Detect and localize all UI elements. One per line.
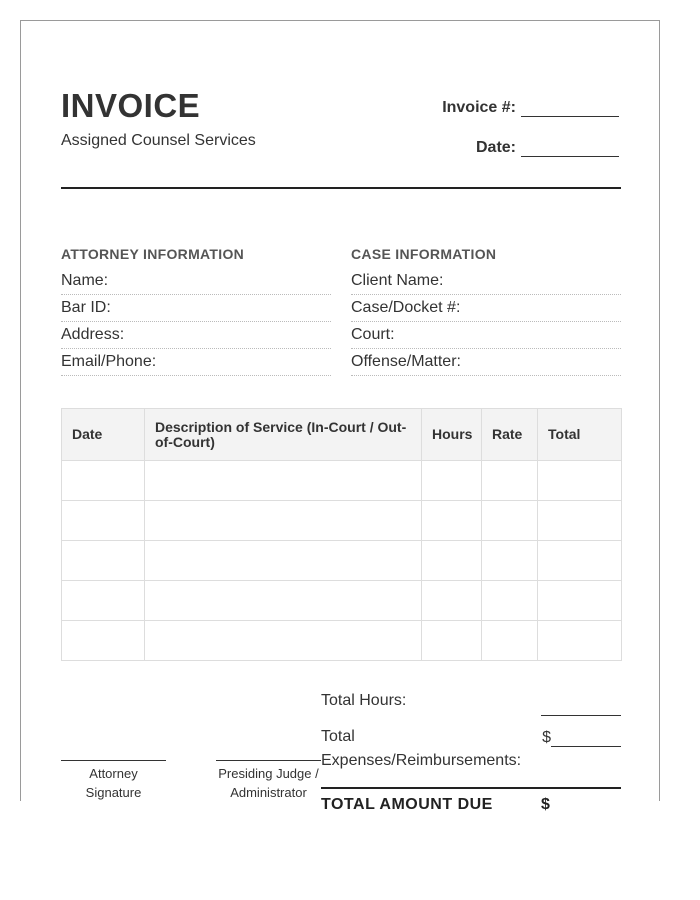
description-cell[interactable]	[145, 621, 422, 661]
rate-cell[interactable]	[482, 461, 538, 501]
invoice-number-blank[interactable]	[521, 101, 619, 117]
total-cell[interactable]	[538, 461, 622, 501]
total-due-currency-symbol: $	[541, 796, 551, 813]
column-header-rate: Rate	[482, 409, 538, 461]
total-cell[interactable]	[538, 581, 622, 621]
column-header-total: Total	[538, 409, 622, 461]
total-hours-label: Total Hours:	[321, 692, 407, 709]
total-cell[interactable]	[538, 501, 622, 541]
table-row	[62, 461, 622, 501]
hours-cell[interactable]	[422, 621, 482, 661]
rate-cell[interactable]	[482, 581, 538, 621]
invoice-date-field	[476, 139, 619, 157]
attorney-bar-id-field[interactable]: Bar ID:	[61, 295, 331, 322]
hours-cell[interactable]	[422, 541, 482, 581]
total-amount-due-label: TOTAL AMOUNT DUE	[321, 796, 493, 813]
invoice-date-label: Date:	[475, 139, 516, 156]
judge-signature-label: Presiding Judge / Administrator	[218, 766, 319, 800]
header-divider	[61, 187, 621, 189]
currency-symbol: $	[542, 729, 551, 746]
invoice-number-label: Invoice #:	[442, 99, 516, 116]
table-header-row	[62, 409, 622, 461]
offense-matter-field[interactable]: Offense/Matter:	[351, 349, 621, 376]
attorney-information-heading: ATTORNEY INFORMATION	[61, 246, 245, 262]
total-expenses-field	[542, 725, 621, 747]
total-expenses-row	[321, 725, 621, 773]
description-cell[interactable]	[145, 461, 422, 501]
date-cell[interactable]	[62, 541, 145, 581]
judge-signature-block	[216, 760, 321, 802]
column-header-date: Date	[62, 409, 145, 461]
attorney-address-field[interactable]: Address:	[61, 322, 331, 349]
invoice-subtitle: Assigned Counsel Services	[61, 132, 256, 149]
client-name-field[interactable]: Client Name:	[351, 268, 621, 295]
services-table	[61, 408, 622, 661]
total-hours-blank[interactable]	[541, 698, 621, 716]
attorney-email-phone-field[interactable]: Email/Phone:	[61, 349, 331, 376]
total-cell[interactable]	[538, 621, 622, 661]
total-cell[interactable]	[538, 541, 622, 581]
column-header-description: Description of Service (In-Court / Out-of-Court)	[145, 409, 422, 461]
date-cell[interactable]	[62, 501, 145, 541]
table-row	[62, 581, 622, 621]
case-information-section	[351, 246, 621, 376]
date-cell[interactable]	[62, 461, 145, 501]
table-row	[62, 501, 622, 541]
invoice-number-field	[442, 99, 619, 117]
invoice-title: INVOICE	[61, 87, 201, 124]
rate-cell[interactable]	[482, 501, 538, 541]
invoice-date-blank[interactable]	[521, 141, 619, 157]
court-field[interactable]: Court:	[351, 322, 621, 349]
total-hours-row	[321, 692, 621, 715]
hours-cell[interactable]	[422, 581, 482, 621]
attorney-signature-label: Attorney Signature	[85, 766, 142, 800]
totals-section	[321, 692, 621, 773]
description-cell[interactable]	[145, 581, 422, 621]
attorney-information-section	[61, 246, 331, 376]
table-row	[62, 541, 622, 581]
total-due-divider	[321, 787, 621, 789]
case-information-heading: CASE INFORMATION	[351, 246, 497, 262]
rate-cell[interactable]	[482, 541, 538, 581]
column-header-hours: Hours	[422, 409, 482, 461]
attorney-name-field[interactable]: Name:	[61, 268, 331, 295]
total-expenses-blank[interactable]	[551, 729, 621, 747]
hours-cell[interactable]	[422, 501, 482, 541]
date-cell[interactable]	[62, 581, 145, 621]
total-expenses-label: Total Expenses/Reimbursements:	[321, 728, 522, 769]
date-cell[interactable]	[62, 621, 145, 661]
attorney-signature-line[interactable]	[61, 760, 166, 761]
hours-cell[interactable]	[422, 461, 482, 501]
rate-cell[interactable]	[482, 621, 538, 661]
attorney-signature-block	[61, 760, 166, 802]
description-cell[interactable]	[145, 541, 422, 581]
description-cell[interactable]	[145, 501, 422, 541]
case-docket-field[interactable]: Case/Docket #:	[351, 295, 621, 322]
table-row	[62, 621, 622, 661]
total-amount-due-row	[321, 796, 621, 814]
judge-signature-line[interactable]	[216, 760, 321, 761]
invoice-page	[20, 20, 660, 813]
